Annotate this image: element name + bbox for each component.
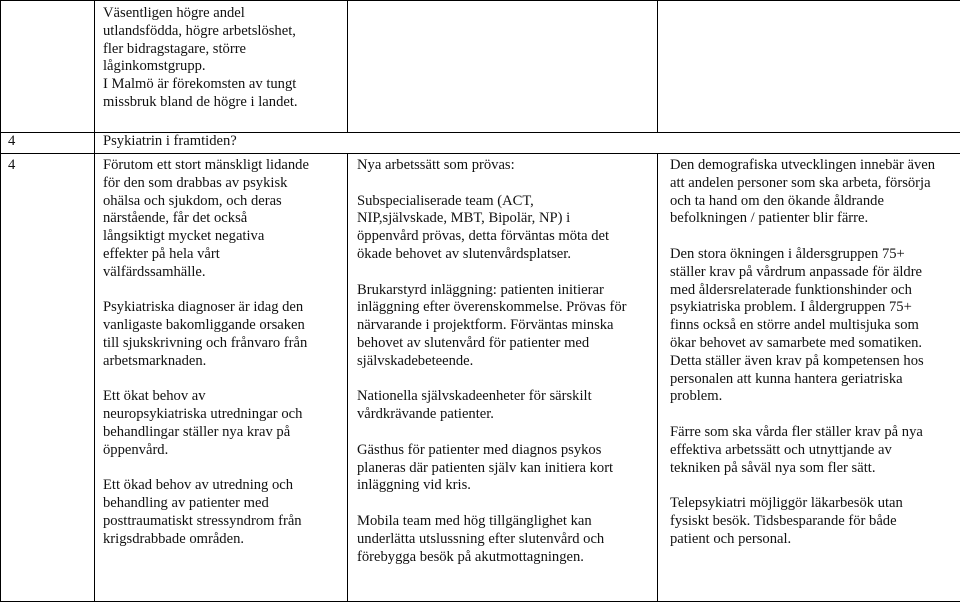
table-row <box>1 133 960 154</box>
measures-cell <box>348 1 658 133</box>
description-cell <box>95 1 348 133</box>
table-row <box>1 154 960 602</box>
row-number-cell <box>1 154 95 602</box>
challenges-cell <box>658 154 960 602</box>
row-number: 4 <box>8 133 16 149</box>
row-number-cell <box>1 133 95 154</box>
measures-cell <box>348 154 658 602</box>
description-cell <box>95 154 348 602</box>
paragraph: Ett ökad behov av utredning och behandling av patienter med posttraumatiskt stressyndrom från krigsdrabbade områden. <box>103 477 302 547</box>
row-number-cell <box>1 1 95 133</box>
section-heading-cell <box>95 133 960 154</box>
paragraph: Nationella självskadeenheter för särskilt vårdkrävande patienter. <box>357 388 592 423</box>
paragraph: Psykiatriska diagnoser är idag den vanligaste bakomliggande orsaken till sjukskrivning och frånvaro från arbetsmarknaden. <box>103 299 308 369</box>
section-heading: Psykiatrin i framtiden? <box>103 133 237 149</box>
paragraph: Mobila team med hög tillgänglighet kan underlätta utslussning efter slutenvård och förebygga besök på akutmottagningen. <box>357 512 605 565</box>
row-number: 4 <box>8 157 16 173</box>
paragraph: Förutom ett stort mänskligt lidande för den som drabbas av psykisk ohälsa och sjukdom, och deras närstående, får det också långsiktigt mycket negativa effekter på hela vårt välfärdssamhälle. <box>103 157 309 280</box>
paragraph: Väsentligen högre andel utlandsfödda, högre arbetslöshet, fler bidragstagare, större låginkomstgrupp. I Malmö är förekomsten av tungt missbruk bland de högre i landet. <box>103 5 298 110</box>
table-row <box>1 1 960 133</box>
paragraph: Färre som ska vårda fler ställer krav på nya effektiva arbetssätt och utnyttjande av tekniken på såväl nya som fler sätt. <box>670 423 923 476</box>
challenges-cell <box>658 1 960 133</box>
paragraph: Gästhus för patienter med diagnos psykos planeras där patienten själv kan initiera kort inläggning vid kris. <box>357 441 614 494</box>
paragraph: Den stora ökningen i åldersgruppen 75+ ställer krav på vårdrum anpassade för äldre med åldersrelaterade funktionshinder och psykiatriska problem. I åldergruppen 75+ finns också en större andel multisjuka som ökar behovet av samarbete med somatiken. Detta ställer även krav på kompetensen hos personalen att kunna hantera geriatriska problem. <box>670 245 924 405</box>
paragraph: Ett ökat behov av neuropsykiatriska utredningar och behandlingar ställer nya krav på öppenvård. <box>103 388 303 458</box>
paragraph: Telepsykiatri möjliggör läkarbesök utan fysiskt besök. Tidsbesparande för både patient och personal. <box>670 495 903 547</box>
paragraph: Nya arbetssätt som prövas: <box>357 157 515 173</box>
paragraph: Brukarstyrd inläggning: patienten initierar inläggning efter överenskommelse. Prövas för närvarande i projektform. Förväntas minska behovet av slutenvård för patienter med självskadebeteende. <box>357 281 627 369</box>
paragraph: Subspecialiserade team (ACT, NIP,självskade, MBT, Bipolär, NP) i öppenvård prövas, detta förväntas möta det ökade behovet av slutenvårdsplatser. <box>357 192 610 262</box>
paragraph: Den demografiska utvecklingen innebär även att andelen personer som ska arbeta, försörja och ta hand om den ökande åldrande befolkningen / patienter blir färre. <box>670 157 936 227</box>
